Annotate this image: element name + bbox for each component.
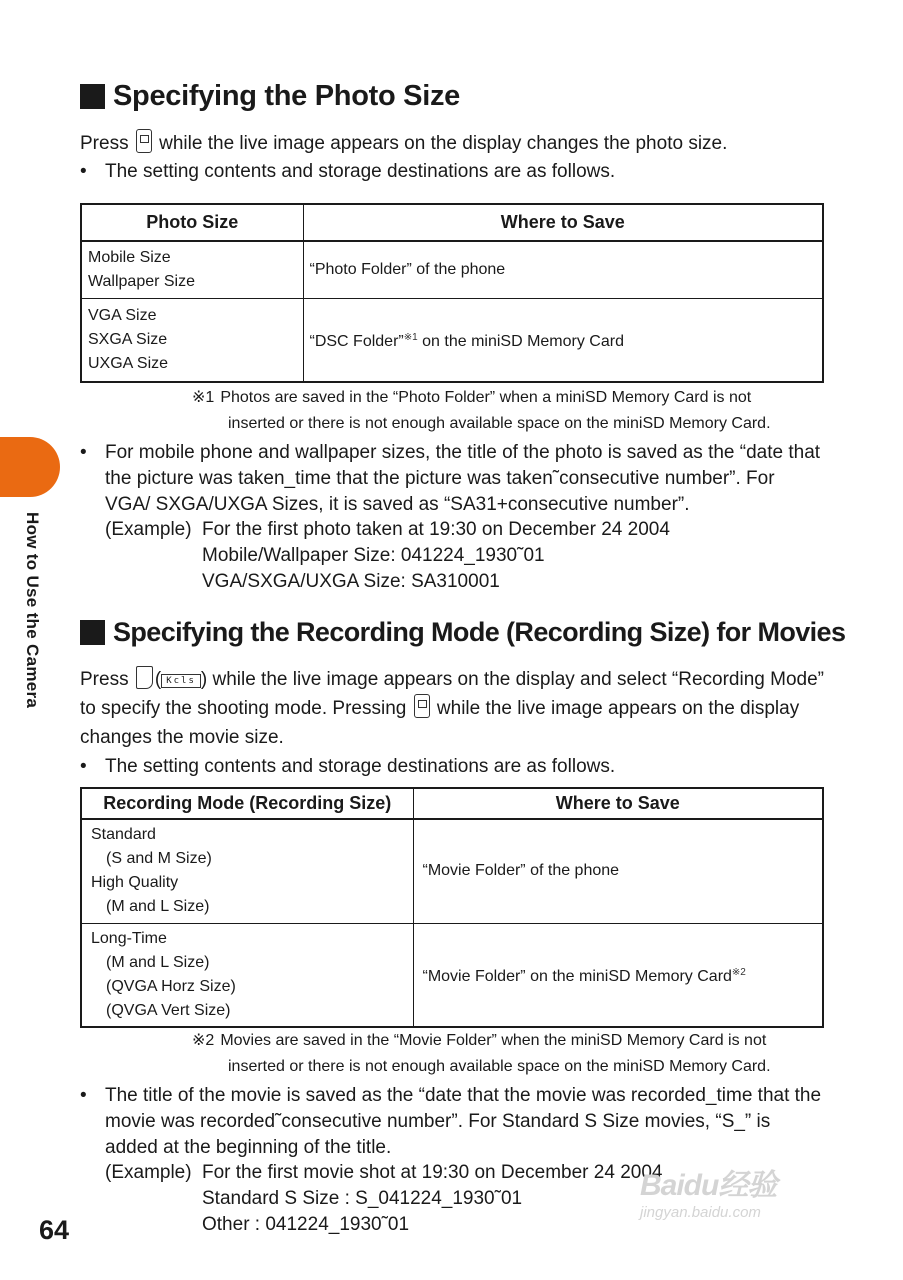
table-header: Photo Size [81, 204, 303, 241]
table-row [81, 298, 823, 382]
softkey-icon [136, 666, 153, 689]
save-location: “Photo Folder” of the phone [303, 241, 823, 298]
size-label: Wallpaper Size [88, 272, 196, 290]
mode-label: Standard [91, 826, 156, 844]
heading-text: Specifying the Photo Size [113, 80, 460, 112]
save-location: “Movie Folder” of the phone [413, 819, 823, 923]
recording-mode-table [80, 787, 824, 1028]
softkey-label: Kcls [161, 674, 201, 688]
mode-size: (M and L Size) [106, 953, 210, 971]
chapter-side-label: How to Use the Camera [23, 512, 42, 709]
footnote-1: ※1 Photos are saved in the “Photo Folder” when a miniSD Memory Card is not inserted or there is not enough available space on the miniSD Memory Card. [192, 389, 771, 432]
watermark [640, 1160, 850, 1250]
table-row [81, 923, 823, 1027]
page-number: 64 [39, 1215, 70, 1245]
table-row [81, 819, 823, 923]
table-row [81, 241, 823, 298]
mode-size: (QVGA Vert Size) [106, 1001, 231, 1019]
footnote-2: ※2 Movies are saved in the “Movie Folder” when the miniSD Memory Card is not inserted or there is not enough available space on the miniSD Memory Card. [192, 1032, 771, 1075]
press-text: Press [80, 133, 129, 154]
camera-key-icon [136, 129, 152, 153]
section-heading-recording-mode [80, 617, 845, 648]
photo-size-table [80, 203, 824, 383]
bullet-item: • The setting contents and storage destinations are as follows. [80, 756, 616, 777]
chapter-tab [0, 437, 60, 497]
size-label: UXGA Size [88, 354, 169, 372]
press-text-rest: while the live image appears on the display changes the photo size. [159, 133, 728, 154]
save-location: “DSC Folder”$^{※1}$ on the miniSD Memory Card [303, 298, 823, 382]
bullet-item: • The setting contents and storage destinations are as follows. [80, 161, 616, 182]
mode-label: Long-Time [91, 929, 167, 947]
table-header: Where to Save [413, 788, 823, 819]
size-label: VGA Size [88, 306, 157, 324]
watermark-url: jingyan.baidu.com [640, 1204, 761, 1221]
size-label: Mobile Size [88, 248, 171, 266]
heading-square-icon [80, 620, 105, 645]
example-block: (Example) For the first movie shot at 19:30 on December 24 2004 Standard S Size : S_041224_1930˜01 Other : 041224_1930˜01 [105, 1162, 663, 1235]
mode-size: (M and L Size) [106, 898, 210, 916]
heading-square-icon [80, 84, 105, 109]
camera-key-icon [414, 694, 430, 718]
intro-paragraph: Press ( Kcls ) while the live image appears on the display and select “Recording Mode” to specify the shooting mode. Pressing while the live image appears on the display changes the movie size. [80, 665, 825, 752]
mode-size: (S and M Size) [106, 850, 212, 868]
example-block: (Example) For the first photo taken at 19:30 on December 24 2004 Mobile/Wallpaper Size: 041224_1930˜01 VGA/SXGA/UXGA Size: SA310001 [105, 519, 670, 592]
bullet-item: • The title of the movie is saved as the “date that the movie was recorded_time that the movie was recorded˜consecutive number”. For Standard S Size movies, “S_” is added at the beginning of the title. [80, 1085, 822, 1158]
table-header: Where to Save [303, 204, 823, 241]
section-heading-photo-size [80, 80, 460, 113]
intro-paragraph [80, 129, 825, 158]
size-label: SXGA Size [88, 330, 168, 348]
bullet-item: • For mobile phone and wallpaper sizes, the title of the photo is saved as the “date that the picture was taken_time that the picture was taken˜consecutive number”. For VGA/ SXGA/UXGA Sizes, it is saved as “SA31+consecutive number”. [80, 442, 821, 515]
mode-label: High Quality [91, 874, 179, 892]
watermark-logo: Baidu经验 [640, 1169, 777, 1202]
heading-text: Specifying the Recording Mode (Recording Size) for Movies [113, 617, 846, 647]
table-header: Recording Mode (Recording Size) [81, 788, 413, 819]
mode-size: (QVGA Horz Size) [106, 977, 236, 995]
save-location: “Movie Folder” on the miniSD Memory Card$^{※2}$ [413, 923, 823, 1027]
